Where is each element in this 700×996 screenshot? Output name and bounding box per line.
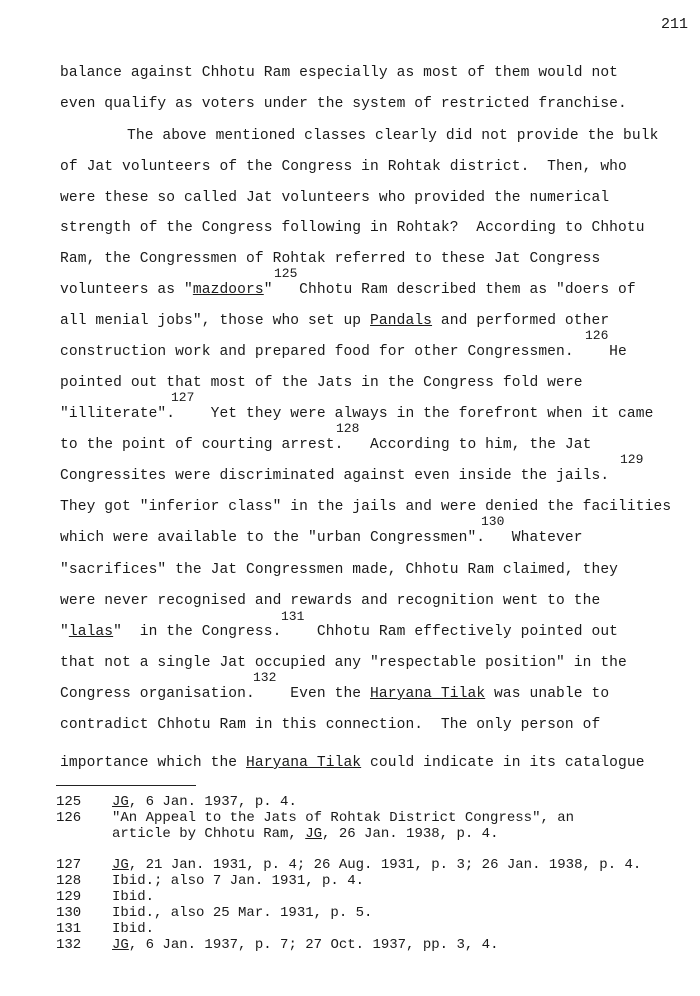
body-line: that not a single Jat occupied any "respectable position" in the (60, 655, 627, 671)
text: , 26 Jan. 1938, p. 4. (322, 826, 499, 842)
footnote-text: Ibid., also 25 Mar. 1931, p. 5. (112, 905, 373, 921)
footnote-number: 129 (56, 889, 82, 905)
footnote-ref: 129 (620, 452, 644, 467)
body-line (60, 313, 609, 329)
source-abbrev: JG (112, 937, 129, 953)
footnote-number: 127 (56, 857, 82, 873)
source-abbrev: JG (112, 794, 129, 810)
body-line (60, 686, 609, 702)
text: was unable to (485, 686, 610, 702)
footnote-number: 125 (56, 794, 82, 810)
footnote-number: 132 (56, 937, 82, 953)
footnote-text (112, 826, 498, 842)
body-line (60, 624, 618, 640)
footnote-number: 131 (56, 921, 82, 937)
footnote-ref: 126 (585, 328, 609, 343)
footnote-text: "An Appeal to the Jats of Rohtak District Congress", an (112, 810, 575, 826)
body-line: were these so called Jat volunteers who provided the numerical (60, 190, 610, 206)
footnote-number: 128 (56, 873, 82, 889)
underlined-term: Haryana Tilak (246, 755, 362, 771)
footnote-text (112, 794, 297, 810)
text: and performed other (432, 313, 610, 329)
footnote-ref: 128 (336, 421, 360, 436)
underlined-term: lalas (68, 624, 114, 640)
footnote-ref: 125 (274, 266, 298, 281)
body-line: even qualify as voters under the system of restricted franchise. (60, 96, 627, 112)
text: , 21 Jan. 1931, p. 4; 26 Aug. 1931, p. 3; 26 Jan. 1938, p. 4. (128, 857, 642, 873)
body-line: which were available to the "urban Congressmen". Whatever (60, 530, 583, 546)
footnote-text: Ibid.; also 7 Jan. 1931, p. 4. (112, 873, 365, 889)
body-line: pointed out that most of the Jats in the Congress fold were (60, 375, 583, 391)
text: Congress organisation. Even the (60, 686, 371, 702)
text: " Chhotu Ram described them as "doers of (263, 282, 636, 298)
text: , 6 Jan. 1937, p. 7; 27 Oct. 1937, pp. 3, 4. (128, 937, 499, 953)
underlined-term: mazdoors (192, 282, 264, 298)
footnote-ref: 130 (481, 514, 505, 529)
text: importance which the (60, 755, 247, 771)
body-line: "sacrifices" the Jat Congressmen made, Chhotu Ram claimed, they (60, 562, 619, 578)
body-line: to the point of courting arrest. According to him, the Jat (60, 437, 592, 453)
body-line: contradict Chhotu Ram in this connection. The only person of (60, 717, 601, 733)
underlined-term: Haryana Tilak (370, 686, 486, 702)
body-line: were never recognised and rewards and recognition went to the (60, 593, 601, 609)
source-abbrev: JG (112, 857, 129, 873)
body-line: strength of the Congress following in Rohtak? According to Chhotu (60, 220, 645, 236)
body-line (60, 282, 636, 298)
footnote-text: Ibid. (112, 921, 155, 937)
footnote-text (112, 857, 641, 873)
text: could indicate in its catalogue (361, 755, 645, 771)
footnote-ref: 132 (253, 670, 277, 685)
footnote-ref: 131 (281, 609, 305, 624)
footnote-ref: 127 (171, 390, 195, 405)
text: volunteers as " (60, 282, 193, 298)
source-abbrev: JG (305, 826, 323, 842)
text: article by Chhotu Ram, (112, 826, 306, 842)
footnote-text: Ibid. (112, 889, 155, 905)
footnote-number: 130 (56, 905, 82, 921)
text: , 6 Jan. 1937, p. 4. (128, 794, 297, 810)
footnote-number: 126 (56, 810, 82, 826)
underlined-term: Pandals (370, 313, 433, 329)
text: " (60, 624, 69, 640)
text: " in the Congress. Chhotu Ram effectively pointed out (113, 624, 619, 640)
body-line: "illiterate". Yet they were always in the forefront when it came (60, 406, 654, 422)
body-line: balance against Chhotu Ram especially as most of them would not (60, 65, 619, 81)
page-number: 211 (660, 16, 688, 33)
body-line: They got "inferior class" in the jails and were denied the facilities (60, 499, 672, 515)
body-line: Congressites were discriminated against even inside the jails. (60, 468, 610, 484)
body-line: construction work and prepared food for other Congressmen. He (60, 344, 627, 360)
body-line (60, 755, 645, 771)
body-line: Ram, the Congressmen of Rohtak referred to these Jat Congress (60, 251, 601, 267)
body-line: of Jat volunteers of the Congress in Rohtak district. Then, who (60, 159, 627, 175)
text: all menial jobs", those who set up (60, 313, 371, 329)
footnote-divider (56, 785, 196, 786)
footnote-text (112, 937, 498, 953)
body-line: The above mentioned classes clearly did not provide the bulk (127, 128, 659, 144)
